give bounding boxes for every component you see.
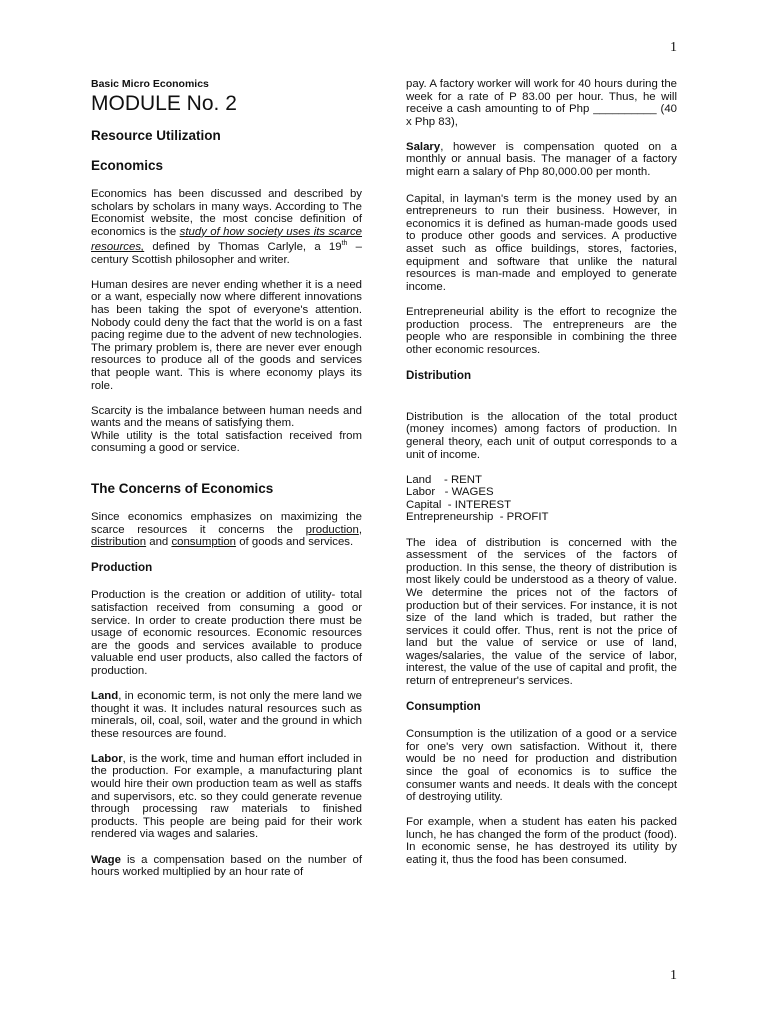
distribution-idea-paragraph: The idea of distribution is concerned with the assessment of the services of the factors of production. In this sense, the theory of distribution is most likely could be understood as a theory of value. We determine the prices not of the factors of production but of their services. For instance, it is not size of the land which is traded, but rather the services it could offer. Thus, rent is not the price of land but the value of service or use of land, wages/salaries, the value of the service of labor, interest, the value of the use of capital and profit, the return of entrepreneur's services.: [406, 536, 677, 688]
capital-paragraph: Capital, in layman's term is the money used by an entrepreneurs to run their business. However, in economics it is defined as human-made goods used to produce other goods and services. A productive asset such as office buildings, stores, factories, equipment and software that unlike the natural resources is man-made and employed to generate income.: [406, 192, 677, 293]
human-desires-paragraph: Human desires are never ending whether it is a need or a want, especially now where different innovations has been taking the spot of everyone's attention. Nobody could deny the fact that the world is on a fast pacing regime due to the advent of new technologies. The primary problem is, there are never ever enough resources to produce all of the goods and services that people want. This is where economy plays its role.: [91, 278, 362, 392]
concerns-heading: The Concerns of Economics: [91, 481, 274, 497]
ordinal-suffix: th: [341, 240, 348, 248]
text-run: of goods and services.: [236, 536, 354, 549]
production-paragraph: Production is the creation or addition of utility- total satisfaction received from consuming a good or service. In order to create production there must be usage of economic resources. Economic resources are the goods and services available to produce valuable end user products, also called the factors of production.: [91, 589, 362, 677]
economics-definition-paragraph: [91, 188, 362, 266]
text-run: defined by Thomas Carlyle, a 19: [144, 241, 342, 254]
text-run: , is the work, time and human effort included in the production. For example, a manufacturing plant would hire their own production team as well as staffs and supervisors, etc. so they could generate revenue through processing raw materials to finished products. This people are being paid for their work rendered via wages and salaries.: [91, 752, 362, 841]
land-paragraph: [91, 690, 362, 740]
utility-definition: While utility is the total satisfaction received from consuming a good or service.: [91, 429, 362, 455]
distribution-paragraph: Distribution is the allocation of the total product (money incomes) among factors of production. In general theory, each unit of output corresponds to a unit of income.: [406, 410, 677, 461]
consumption-example-paragraph: For example, when a student has eaten his packed lunch, he has changed the form of the product (food). In economic sense, he has destroyed its utility by eating it, thus the food has been consumed.: [406, 816, 677, 866]
scarcity-definition: Scarcity is the imbalance between human needs and wants and the means of satisfying them.: [91, 404, 362, 430]
factor-row: [406, 486, 677, 499]
factor-name: Land: [406, 473, 444, 486]
left-column: [91, 78, 362, 891]
page-number-top: 1: [670, 40, 677, 55]
production-heading: Production: [91, 561, 153, 575]
wage-paragraph: [91, 854, 362, 879]
factor-row: [406, 511, 677, 524]
scarcity-paragraph: [91, 405, 362, 455]
consumption-paragraph: Consumption is the utilization of a good or a service for one's very own satisfaction. Without it, there would be no need for production and distribution since the goal of economics is to suffice the consumer wants and needs. It deals with the concept of destroying utility.: [406, 728, 677, 804]
section-title: Resource Utilization: [91, 128, 221, 143]
land-term: Land: [91, 690, 119, 703]
pay-paragraph: pay. A factory worker will work for 40 hours during the week for a rate of P 83.00 per hour. Thus, he will receive a cash amounting to of Php __________ (40 x Php 83),: [406, 78, 677, 128]
labor-paragraph: [91, 753, 362, 841]
module-title: MODULE No. 2: [91, 92, 237, 115]
labor-term: Labor: [91, 752, 123, 765]
text-run: and: [146, 536, 172, 549]
text-run: ,: [358, 523, 362, 536]
distribution-heading: Distribution: [406, 368, 472, 382]
text-run: Economics has been discussed and described by scholars by scholars in many ways. According to The Economist website, the most concise definition of economics is the: [91, 188, 362, 238]
page-number-bottom: 1: [670, 968, 677, 983]
wage-term: Wage: [91, 853, 121, 866]
factor-row: [406, 474, 677, 487]
factor-reward: - WAGES: [444, 486, 494, 499]
factor-reward: - INTEREST: [447, 498, 512, 511]
text-run: , in economic term, is not only the mere land we thought it was. It includes natural resources such as minerals, oil, coal, soil, water and the ground in which these resources are found.: [91, 690, 362, 740]
text-run: Since economics emphasizes on maximizing the scarce resources it concerns the: [91, 511, 362, 536]
salary-term: Salary: [406, 140, 441, 153]
text-run: , however is compensation quoted on a monthly or annual basis. The manager of a factory might earn a salary of Php 80,000.00 per month.: [406, 140, 677, 179]
course-kicker: Basic Micro Economics: [91, 78, 209, 90]
factor-name: Entrepreneurship: [406, 511, 500, 524]
distribution-term: distribution: [91, 536, 147, 549]
factor-reward: - RENT: [444, 473, 482, 486]
right-column: [406, 78, 677, 879]
consumption-term: consumption: [171, 536, 237, 549]
definition-phrase: study of how society uses its scarce resources,: [91, 225, 363, 254]
production-term: production: [305, 523, 359, 536]
salary-paragraph: [406, 141, 677, 179]
text-run: is a compensation based on the number of hours worked multiplied by an hour rate of: [91, 853, 362, 879]
factor-name: Capital: [406, 498, 448, 511]
concerns-paragraph: [91, 511, 362, 549]
economics-heading: Economics: [91, 158, 164, 173]
factors-list: [406, 474, 677, 524]
factor-row: [406, 499, 677, 512]
factor-reward: - PROFIT: [499, 511, 549, 524]
text-run: – century Scottish philosopher and writer.: [91, 241, 362, 266]
consumption-heading: Consumption: [406, 700, 481, 714]
entrepreneurial-paragraph: Entrepreneurial ability is the effort to recognize the production process. The entrepreneurs are the people who are responsible in combining the three other economic resources.: [406, 305, 677, 356]
factor-name: Labor: [406, 486, 445, 499]
